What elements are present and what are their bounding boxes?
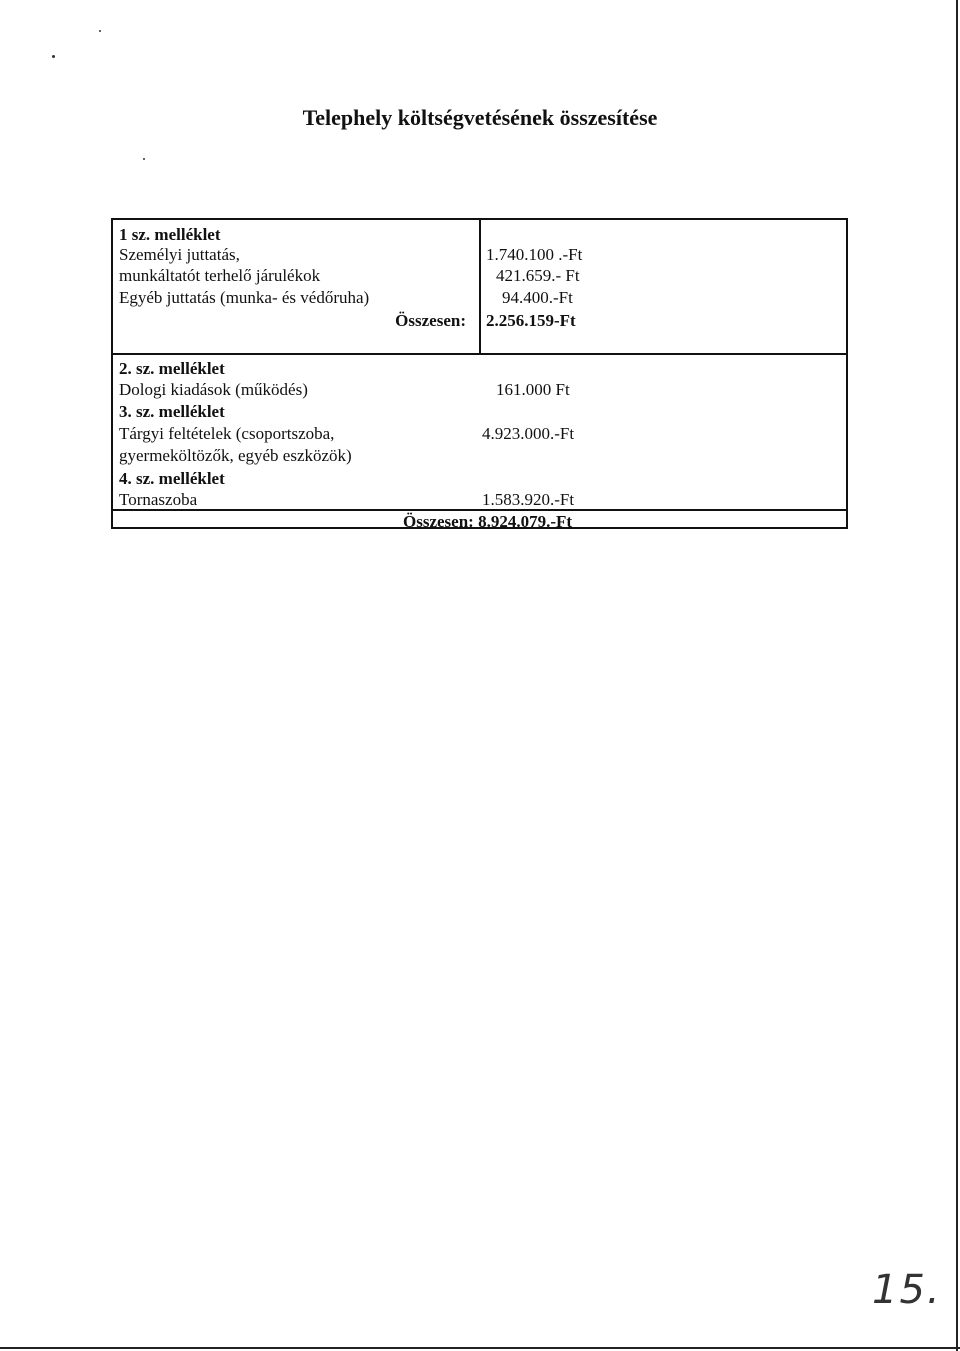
document-title: Telephely költségvetésének összesítése bbox=[302, 105, 658, 130]
section3-label-line1: Tárgyi feltételek (csoportszoba, bbox=[119, 424, 335, 443]
grand-total bbox=[403, 511, 572, 532]
section1-subtotal-label: Összesen: bbox=[395, 311, 466, 330]
section1-heading: 1 sz. melléklet bbox=[119, 225, 221, 244]
scan-speck bbox=[52, 55, 55, 58]
section1-item-label: Egyéb juttatás (munka- és védőruha) bbox=[119, 288, 370, 307]
grand-total-amount: 8.924.079.-Ft bbox=[478, 512, 573, 531]
section2-heading: 2. sz. melléklet bbox=[119, 359, 225, 378]
section3-label-line2: gyermeköltözők, egyéb eszközök) bbox=[119, 446, 352, 465]
section4-label: Tornaszoba bbox=[119, 490, 198, 509]
section1-subtotal-amount: 2.256.159-Ft bbox=[486, 311, 576, 330]
section4-amount: 1.583.920.-Ft bbox=[482, 490, 575, 509]
section2-label: Dologi kiadások (működés) bbox=[119, 380, 308, 399]
grand-total-label: Összesen: bbox=[403, 512, 474, 531]
section1-item-amount: 421.659.- Ft bbox=[496, 266, 580, 285]
page-edge-bottom bbox=[0, 1347, 960, 1349]
section1-item-label: Személyi juttatás, bbox=[119, 245, 240, 264]
page-edge-right bbox=[956, 0, 958, 1351]
section1-item-label: munkáltatót terhelő járulékok bbox=[119, 266, 321, 285]
section3-amount: 4.923.000.-Ft bbox=[482, 424, 575, 443]
section1-item-amount: 1.740.100 .-Ft bbox=[486, 245, 583, 264]
amount-column-divider bbox=[479, 220, 481, 353]
section-divider bbox=[113, 353, 846, 355]
section3-heading: 3. sz. melléklet bbox=[119, 402, 225, 421]
section2-amount: 161.000 Ft bbox=[496, 380, 570, 399]
budget-summary-table bbox=[111, 218, 848, 529]
scan-speck bbox=[99, 30, 101, 32]
section4-heading: 4. sz. melléklet bbox=[119, 469, 225, 488]
scan-speck bbox=[143, 158, 145, 160]
handwritten-page-number: 15. bbox=[872, 1267, 942, 1313]
section1-item-amount: 94.400.-Ft bbox=[502, 288, 573, 307]
